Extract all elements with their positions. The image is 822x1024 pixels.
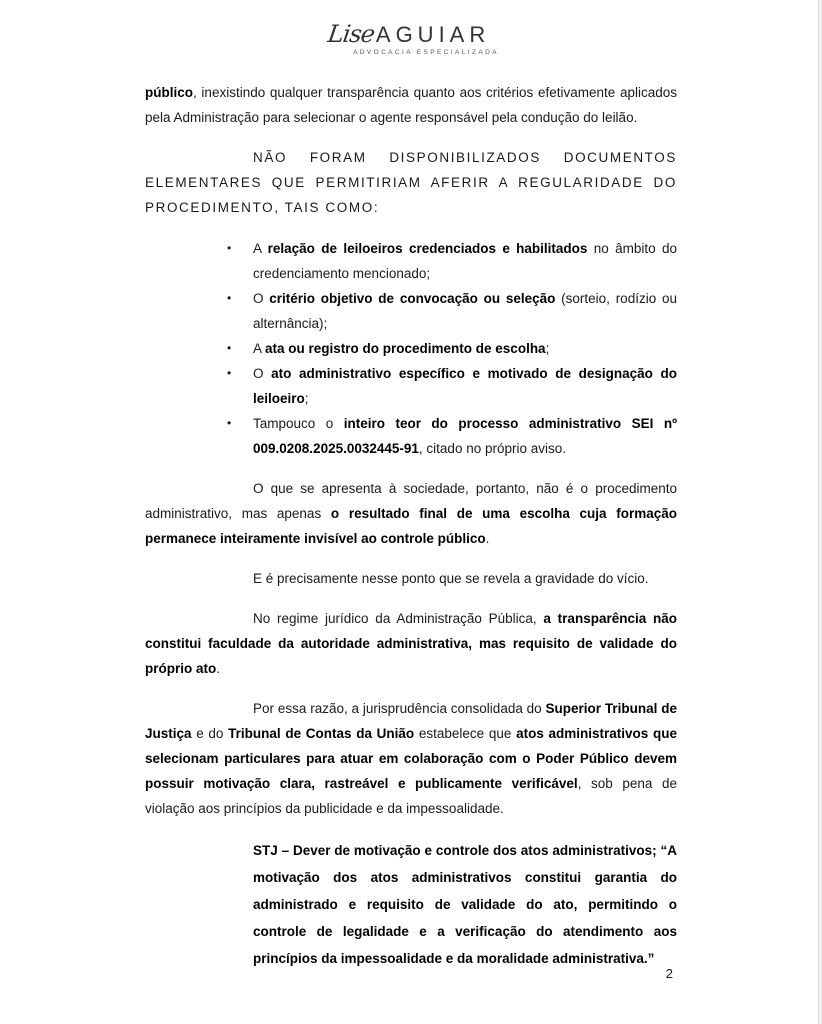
page-number: 2	[665, 966, 673, 981]
paragraph-4: E é precisamente nesse ponto que se revela a gravidade do vício.	[253, 571, 649, 586]
list-item	[253, 411, 677, 461]
bold-text: a transparência não constitui faculdade da autoridade administrativa, mas requisito de validade do próprio ato	[145, 611, 677, 676]
bold-text: Superior Tribunal de Justiça	[145, 701, 677, 741]
paragraph-text: estabelece que	[414, 726, 517, 741]
list-item-bold: inteiro teor do processo administrativo SEI nº 009.0208.2025.0032445-91	[253, 416, 677, 456]
paragraph-text: .	[485, 531, 490, 546]
paragraph-text: , sob pena de violação aos princípios da publicidade e da impessoalidade.	[145, 776, 677, 816]
bold-text: o resultado final de uma escolha cuja formação permanece inteiramente invisível ao controle público	[145, 506, 678, 546]
missing-documents-list	[145, 236, 677, 461]
list-item	[253, 336, 677, 361]
document-body	[145, 80, 677, 972]
list-item-text: O	[253, 366, 272, 381]
logo-subtitle: ADVOCACIA ESPECIALIZADA	[353, 49, 499, 56]
list-item-text: (sorteio, rodízio ou alternância);	[253, 291, 677, 331]
list-item-text: no âmbito do credenciamento mencionado;	[253, 241, 677, 281]
logo-script: Lise	[325, 20, 376, 48]
list-item-text: , citado no próprio aviso.	[418, 441, 567, 456]
paragraph-text: No regime jurídico da Administração Pública,	[253, 611, 544, 626]
paragraph-5	[145, 606, 677, 681]
list-item-text: O	[253, 291, 270, 306]
list-item-bold: ato administrativo específico e motivado de designação do leiloeiro	[253, 366, 677, 406]
paragraph-6	[145, 696, 677, 821]
bold-text: público	[145, 85, 193, 100]
list-item-bold: critério objetivo de convocação ou seleção	[269, 291, 556, 306]
paragraph-text: Por essa razão, a jurisprudência consolidada do	[253, 701, 546, 716]
paragraph-1	[145, 80, 677, 130]
logo-name: AGUIAR	[375, 22, 491, 47]
list-item-text: ;	[545, 341, 550, 356]
letterhead-logo	[0, 20, 818, 56]
stj-quote: STJ – Dever de motivação e controle dos atos administrativos; “A motivação dos atos administrativos constitui garantia do administrado e requisito de validade do ato, permitindo o controle de legalidade e a verificação do atendimento aos princípios da impessoalidade e da moralidade administrativa.”	[253, 843, 677, 966]
list-item-text: ;	[304, 391, 309, 406]
paragraph-text: , inexistindo qualquer transparência quanto aos critérios efetivamente aplicados pela Administração para selecionar o agente responsável pela condução do leilão.	[145, 85, 677, 125]
paragraph-2: NÃO FORAM DISPONIBILIZADOS DOCUMENTOS ELEMENTARES QUE PERMITIRIAM AFERIR A REGULARIDADE DO PROCEDIMENTO, TAIS COMO:	[145, 150, 677, 215]
list-item-bold: ata ou registro do procedimento de escolha	[265, 341, 546, 356]
list-item-bold: relação de leiloeiros credenciados e habilitados	[267, 241, 588, 256]
list-item	[253, 236, 677, 286]
paragraph-text: .	[216, 661, 221, 676]
bold-text: Tribunal de Contas da União	[228, 726, 415, 741]
bold-text: atos administrativos que selecionam particulares para atuar em colaboração com o Poder Público devem possuir motivação clara, rastreável e publicamente verificável	[145, 726, 677, 791]
paragraph-text: O que se apresenta à sociedade, portanto, não é o procedimento administrativo, mas apenas	[145, 481, 677, 521]
paragraph-3	[145, 476, 677, 551]
list-item-text: A	[253, 341, 266, 356]
list-item	[253, 286, 677, 336]
paragraph-text: e do	[191, 726, 229, 741]
list-item-text: A	[253, 241, 268, 256]
list-item-text: Tampouco o	[253, 416, 344, 431]
list-item	[253, 361, 677, 411]
